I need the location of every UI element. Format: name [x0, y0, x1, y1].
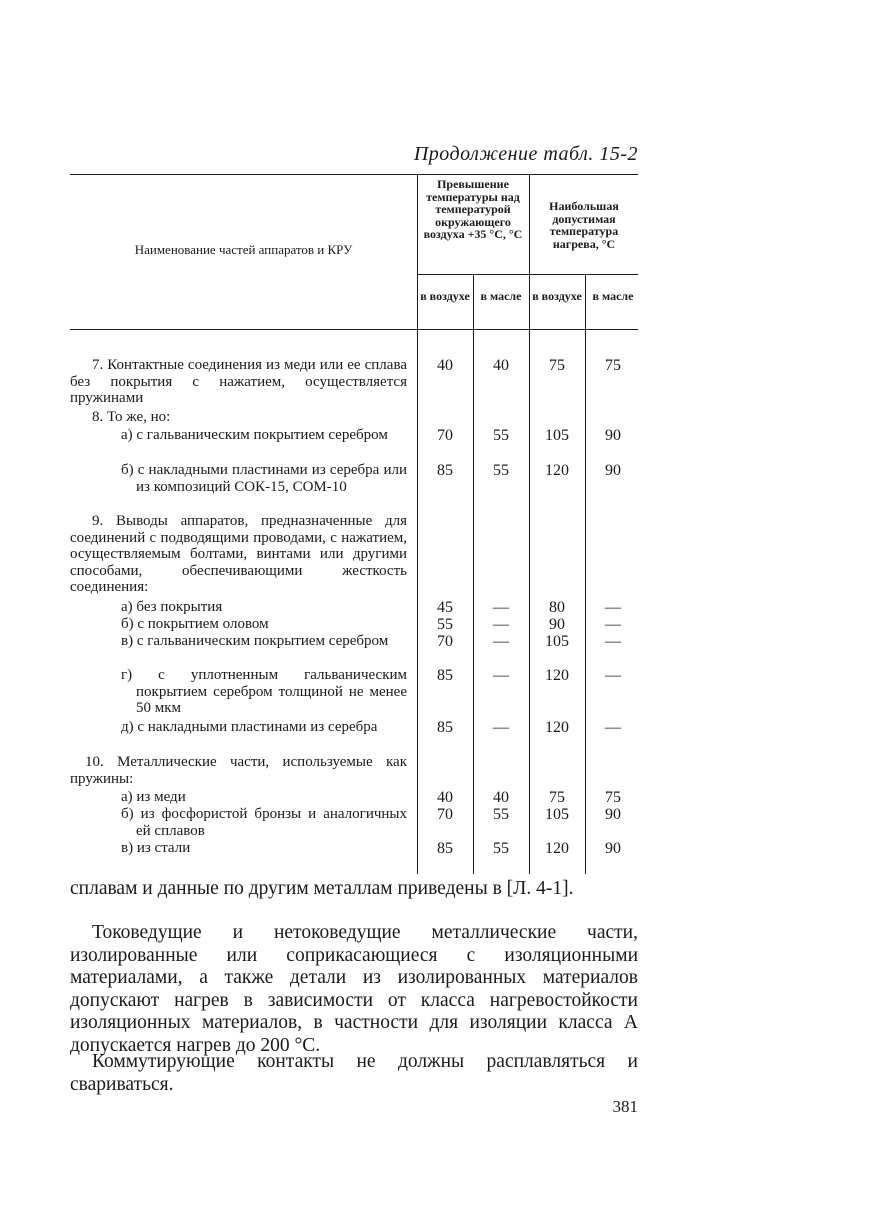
table-row — [70, 719, 638, 736]
value-oil-rise: 40 — [493, 789, 509, 806]
temperature-table — [70, 174, 638, 874]
value-air-rise: 85 — [437, 462, 453, 479]
row-label: а) без покрытия — [121, 599, 223, 615]
value-air-rise: 70 — [437, 806, 453, 823]
value-oil-rise: 55 — [493, 462, 509, 479]
value-air-max: 105 — [545, 427, 569, 444]
paragraph-heating: Токоведущие и нетоковедущие металлические части, изолированные или соприкасающиеся с изоляционными материалами, а также детали из изолированных материалов допускают нагрев в зависимости от класса нагревостойкости изоляционных материалов, в частности для изоляции класса А допускается нагрев до 200 °С. — [70, 922, 638, 1056]
row-label: 9. Выводы аппаратов, предназначенные для соединений с подводящими проводами, с нажатием, осуществляемым болтами, винтами или другими способами, обеспечивающими жесткость соединения: — [70, 513, 407, 595]
row-label: в) из стали — [121, 840, 191, 856]
table-top-rule — [70, 174, 638, 175]
value-air-max: 105 — [545, 806, 569, 823]
header-oil-1: в масле — [480, 289, 522, 303]
value-air-rise: 40 — [437, 789, 453, 806]
value-oil-max: 90 — [605, 840, 621, 857]
value-oil-max: — — [605, 633, 621, 650]
page-number: 381 — [612, 1097, 638, 1116]
row-label: 7. Контактные соединения из меди или ее сплава без покрытия с нажатием, осуществляется пружинами — [70, 357, 407, 406]
value-air-rise: 85 — [437, 719, 453, 736]
table-row — [70, 427, 638, 444]
value-oil-rise: 55 — [493, 427, 509, 444]
value-air-max: 75 — [549, 357, 565, 374]
paragraph-continuation: сплавам и данные по другим металлам приведены в [Л. 4-1]. — [70, 878, 574, 899]
table-row — [70, 409, 638, 425]
row-label: г) с уплотненным гальваническим покрытием серебром толщиной не менее 50 мкм — [121, 667, 407, 716]
value-air-rise: 85 — [437, 667, 453, 684]
table-row — [70, 754, 638, 787]
value-oil-rise: — — [493, 616, 509, 633]
table-row — [70, 513, 638, 595]
value-air-max: 120 — [545, 719, 569, 736]
value-oil-max: — — [605, 616, 621, 633]
value-air-rise: 85 — [437, 840, 453, 857]
row-label: а) с гальваническим покрытием серебром — [121, 427, 388, 443]
row-label: б) из фосфористой бронзы и аналогичных ей сплавов — [121, 806, 407, 839]
value-oil-max: 90 — [605, 427, 621, 444]
table-caption: Продолжение табл. 15-2 — [413, 143, 638, 165]
table-row — [70, 806, 638, 839]
value-oil-rise: 55 — [493, 840, 509, 857]
table-row — [70, 840, 638, 857]
table-row — [70, 357, 638, 406]
value-oil-rise: 40 — [493, 357, 509, 374]
value-oil-max: 90 — [605, 462, 621, 479]
header-group-max: Наибольшая допустимая температура нагрева, °С — [549, 199, 619, 251]
row-label: б) с накладными пластинами из серебра или из композиций СОК-15, СОМ-10 — [121, 462, 407, 495]
value-air-max: 105 — [545, 633, 569, 650]
value-oil-rise: — — [493, 599, 509, 616]
header-oil-2: в масле — [592, 289, 634, 303]
value-air-max: 120 — [545, 462, 569, 479]
value-oil-rise: — — [493, 719, 509, 736]
value-oil-max: 75 — [605, 789, 621, 806]
value-oil-rise: — — [493, 633, 509, 650]
value-oil-max: — — [605, 719, 621, 736]
row-label: д) с накладными пластинами из серебра — [121, 719, 378, 735]
value-air-max: 75 — [549, 789, 565, 806]
value-oil-max: — — [605, 599, 621, 616]
table-row — [70, 599, 638, 616]
row-label: 8. То же, но: — [92, 409, 171, 425]
value-air-max: 120 — [545, 667, 569, 684]
header-air-1: в воздухе — [420, 289, 470, 303]
value-oil-rise: 55 — [493, 806, 509, 823]
value-air-max: 80 — [549, 599, 565, 616]
header-bottom-rule — [70, 329, 638, 330]
row-label: а) из меди — [121, 789, 186, 805]
table-row — [70, 616, 638, 633]
value-oil-rise: — — [493, 667, 509, 684]
paragraph-contacts: Коммутирующие контакты не должны расплавляться и свариваться. — [70, 1051, 638, 1095]
value-oil-max: — — [605, 667, 621, 684]
value-air-rise: 40 — [437, 357, 453, 374]
column-divider-3 — [529, 174, 530, 874]
value-air-max: 90 — [549, 616, 565, 633]
row-label: б) с покрытием оловом — [121, 616, 269, 632]
table-row — [70, 667, 638, 716]
value-air-rise: 55 — [437, 616, 453, 633]
row-label: 10. Металлические части, используемые как пружины: — [70, 754, 407, 787]
value-air-max: 120 — [545, 840, 569, 857]
header-name: Наименование частей аппаратов и КРУ — [134, 242, 353, 257]
value-oil-max: 90 — [605, 806, 621, 823]
value-air-rise: 70 — [437, 633, 453, 650]
value-air-rise: 70 — [437, 427, 453, 444]
value-oil-max: 75 — [605, 357, 621, 374]
row-label: в) с гальваническим покрытием серебром — [121, 633, 389, 649]
table-row — [70, 789, 638, 806]
table-row — [70, 462, 638, 495]
header-group-rise: Превышение температуры над температурой окружающего воздуха +35 °С, °С — [423, 177, 523, 241]
column-divider-1 — [417, 174, 418, 874]
header-air-2: в воздухе — [532, 289, 582, 303]
value-air-rise: 45 — [437, 599, 453, 616]
table-row — [70, 633, 638, 650]
header-sub-rule — [417, 274, 638, 275]
